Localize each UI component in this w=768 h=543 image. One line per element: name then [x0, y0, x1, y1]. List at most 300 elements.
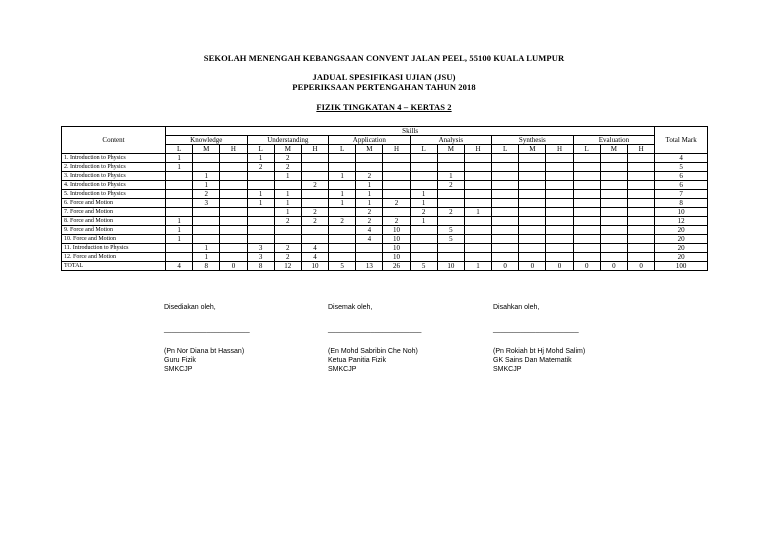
mark-cell: 2	[274, 244, 301, 253]
mark-cell	[329, 244, 356, 253]
mark-cell	[193, 208, 220, 217]
mark-cell	[247, 226, 274, 235]
mark-cell	[627, 154, 654, 163]
mark-cell: 1	[193, 244, 220, 253]
mark-cell: 5	[329, 262, 356, 271]
mark-cell	[600, 253, 627, 262]
mark-cell: 10	[437, 262, 464, 271]
table-row	[62, 253, 708, 262]
mark-cell: 4	[301, 244, 328, 253]
signature-role: Disemak oleh,	[328, 304, 373, 311]
mark-cell	[573, 244, 600, 253]
mark-cell	[356, 154, 383, 163]
level-header: H	[301, 145, 328, 154]
mark-cell	[492, 253, 519, 262]
mark-cell	[492, 154, 519, 163]
mark-cell: 0	[492, 262, 519, 271]
row-total: 20	[655, 244, 708, 253]
row-label: 2. Introduction to Physics	[62, 163, 166, 172]
mark-cell: 1	[356, 199, 383, 208]
mark-cell	[600, 154, 627, 163]
mark-cell	[247, 235, 274, 244]
table-row	[62, 217, 708, 226]
mark-cell	[519, 244, 546, 253]
row-label: 7. Force and Motion	[62, 208, 166, 217]
mark-cell	[166, 190, 193, 199]
mark-cell: 1	[356, 181, 383, 190]
row-total: 10	[655, 208, 708, 217]
mark-cell	[301, 235, 328, 244]
mark-cell	[519, 154, 546, 163]
mark-cell	[410, 154, 437, 163]
mark-cell: 1	[166, 235, 193, 244]
mark-cell: 1	[410, 199, 437, 208]
mark-cell: 1	[166, 217, 193, 226]
table-row	[62, 190, 708, 199]
level-header: M	[437, 145, 464, 154]
row-label: 12. Force and Motion	[62, 253, 166, 262]
mark-cell: 0	[573, 262, 600, 271]
content-header: Content	[62, 127, 166, 154]
table-row	[62, 226, 708, 235]
mark-cell	[546, 208, 573, 217]
mark-cell	[329, 163, 356, 172]
mark-cell	[573, 253, 600, 262]
mark-cell	[166, 172, 193, 181]
mark-cell	[546, 199, 573, 208]
row-label: 3. Introduction to Physics	[62, 172, 166, 181]
mark-cell	[519, 217, 546, 226]
mark-cell	[329, 226, 356, 235]
mark-cell: 0	[627, 262, 654, 271]
mark-cell	[519, 199, 546, 208]
mark-cell: 2	[274, 163, 301, 172]
mark-cell: 4	[301, 253, 328, 262]
row-total: 8	[655, 199, 708, 208]
mark-cell: 4	[356, 226, 383, 235]
mark-cell	[220, 199, 247, 208]
mark-cell	[627, 244, 654, 253]
mark-cell: 3	[247, 253, 274, 262]
mark-cell	[301, 154, 328, 163]
mark-cell	[573, 163, 600, 172]
signature-name: (En Mohd Sabribin Che Noh)	[328, 348, 418, 355]
mark-cell	[546, 253, 573, 262]
mark-cell: 2	[274, 154, 301, 163]
row-total: 12	[655, 217, 708, 226]
mark-cell	[519, 253, 546, 262]
mark-cell: 2	[383, 217, 410, 226]
mark-cell	[301, 226, 328, 235]
mark-cell: 1	[166, 163, 193, 172]
mark-cell: 1	[247, 199, 274, 208]
skill-header: Synthesis	[492, 136, 574, 145]
mark-cell	[573, 226, 600, 235]
mark-cell	[383, 154, 410, 163]
mark-cell	[464, 253, 491, 262]
mark-cell	[573, 208, 600, 217]
mark-cell: 1	[329, 172, 356, 181]
mark-cell: 2	[356, 217, 383, 226]
mark-cell: 1	[329, 190, 356, 199]
mark-cell	[546, 244, 573, 253]
table-row	[62, 235, 708, 244]
table-row	[62, 154, 708, 163]
mark-cell	[247, 181, 274, 190]
signature-prepared	[164, 303, 250, 374]
mark-cell: 0	[220, 262, 247, 271]
mark-cell	[301, 199, 328, 208]
row-label: 6. Force and Motion	[62, 199, 166, 208]
mark-cell	[573, 190, 600, 199]
signature-org: SMKCJP	[328, 366, 357, 373]
mark-cell	[519, 163, 546, 172]
mark-cell	[519, 172, 546, 181]
mark-cell	[437, 244, 464, 253]
signature-name: (Pn Rokiah bt Hj Mohd Salim)	[493, 348, 586, 355]
signature-approved	[493, 303, 585, 374]
skill-header: Understanding	[247, 136, 329, 145]
mark-cell	[220, 208, 247, 217]
mark-cell	[492, 235, 519, 244]
mark-cell	[383, 163, 410, 172]
row-label: TOTAL	[62, 262, 166, 271]
mark-cell	[329, 181, 356, 190]
mark-cell	[410, 244, 437, 253]
table-row	[62, 208, 708, 217]
mark-cell	[546, 181, 573, 190]
mark-cell	[437, 190, 464, 199]
mark-cell	[274, 226, 301, 235]
mark-cell: 1	[329, 199, 356, 208]
table-row	[62, 199, 708, 208]
level-header: H	[383, 145, 410, 154]
mark-cell: 5	[437, 226, 464, 235]
mark-cell	[464, 163, 491, 172]
mark-cell: 1	[166, 154, 193, 163]
level-header: M	[356, 145, 383, 154]
mark-cell: 2	[356, 208, 383, 217]
mark-cell: 0	[546, 262, 573, 271]
table-row	[62, 172, 708, 181]
mark-cell	[301, 190, 328, 199]
mark-cell	[546, 235, 573, 244]
mark-cell	[627, 235, 654, 244]
mark-cell: 3	[247, 244, 274, 253]
mark-cell: 2	[329, 217, 356, 226]
mark-cell	[220, 154, 247, 163]
mark-cell: 1	[356, 190, 383, 199]
mark-cell	[546, 226, 573, 235]
mark-cell	[600, 190, 627, 199]
mark-cell	[383, 190, 410, 199]
level-header: L	[247, 145, 274, 154]
mark-cell	[437, 199, 464, 208]
mark-cell	[600, 208, 627, 217]
signature-checked	[328, 303, 421, 374]
mark-cell	[627, 217, 654, 226]
mark-cell: 1	[247, 190, 274, 199]
mark-cell: 5	[410, 262, 437, 271]
mark-cell: 2	[356, 172, 383, 181]
mark-cell: 2	[301, 217, 328, 226]
signature-org: SMKCJP	[493, 366, 522, 373]
mark-cell	[193, 163, 220, 172]
mark-cell	[220, 244, 247, 253]
row-label: 11. Introduction to Physics	[62, 244, 166, 253]
mark-cell	[546, 172, 573, 181]
mark-cell	[220, 172, 247, 181]
mark-cell	[410, 235, 437, 244]
mark-cell	[166, 208, 193, 217]
mark-cell	[247, 208, 274, 217]
signature-line: ______________________	[493, 326, 579, 333]
mark-cell	[627, 163, 654, 172]
row-label: 9. Force and Motion	[62, 226, 166, 235]
specification-table	[61, 126, 708, 271]
mark-cell	[492, 244, 519, 253]
mark-cell	[220, 190, 247, 199]
mark-cell	[492, 181, 519, 190]
mark-cell: 10	[383, 253, 410, 262]
mark-cell	[600, 181, 627, 190]
mark-cell	[220, 163, 247, 172]
mark-cell	[464, 172, 491, 181]
mark-cell	[220, 235, 247, 244]
mark-cell: 2	[383, 199, 410, 208]
mark-cell	[166, 199, 193, 208]
row-label: 4. Introduction to Physics	[62, 181, 166, 190]
signature-position: Ketua Panitia Fizik	[328, 357, 386, 364]
level-header: H	[464, 145, 491, 154]
mark-cell: 1	[274, 208, 301, 217]
signature-position: Guru Fizik	[164, 357, 196, 364]
signature-line: ________________________	[328, 326, 422, 333]
row-label: 10. Force and Motion	[62, 235, 166, 244]
mark-cell	[166, 181, 193, 190]
mark-cell	[464, 199, 491, 208]
level-header: L	[166, 145, 193, 154]
mark-cell	[519, 208, 546, 217]
mark-cell: 8	[247, 262, 274, 271]
mark-cell: 1	[166, 226, 193, 235]
mark-cell: 8	[193, 262, 220, 271]
mark-cell	[546, 163, 573, 172]
signature-line: ______________________	[164, 326, 250, 333]
table-row	[62, 163, 708, 172]
table-row	[62, 262, 708, 271]
mark-cell	[166, 244, 193, 253]
mark-cell	[220, 226, 247, 235]
mark-cell	[492, 163, 519, 172]
mark-cell	[492, 208, 519, 217]
mark-cell	[627, 208, 654, 217]
mark-cell	[464, 217, 491, 226]
mark-cell	[492, 199, 519, 208]
level-header: L	[329, 145, 356, 154]
mark-cell	[301, 172, 328, 181]
mark-cell	[274, 181, 301, 190]
row-total: 7	[655, 190, 708, 199]
exam-title: PEPERIKSAAN PERTENGAHAN TAHUN 2018	[292, 82, 476, 92]
skill-header: Knowledge	[166, 136, 248, 145]
mark-cell	[464, 244, 491, 253]
mark-cell	[492, 172, 519, 181]
level-header: H	[546, 145, 573, 154]
mark-cell	[166, 253, 193, 262]
skill-header: Application	[329, 136, 411, 145]
subject-title: FIZIK TINGKATAN 4 – KERTAS 2	[316, 102, 452, 112]
signature-position: GK Sains Dan Matematik	[493, 357, 572, 364]
mark-cell	[464, 235, 491, 244]
mark-cell	[464, 154, 491, 163]
mark-cell	[193, 226, 220, 235]
mark-cell	[627, 253, 654, 262]
mark-cell: 2	[437, 181, 464, 190]
mark-cell: 10	[383, 244, 410, 253]
mark-cell: 13	[356, 262, 383, 271]
school-name: SEKOLAH MENENGAH KEBANGSAAN CONVENT JALAN PEEL, 55100 KUALA LUMPUR	[203, 53, 565, 63]
mark-cell	[546, 190, 573, 199]
mark-cell	[546, 154, 573, 163]
row-total: 6	[655, 181, 708, 190]
mark-cell: 10	[301, 262, 328, 271]
level-header: H	[220, 145, 247, 154]
mark-cell	[519, 235, 546, 244]
mark-cell	[600, 217, 627, 226]
mark-cell: 1	[410, 190, 437, 199]
mark-cell	[519, 190, 546, 199]
level-header: L	[492, 145, 519, 154]
signature-org: SMKCJP	[164, 366, 193, 373]
row-total: 20	[655, 235, 708, 244]
mark-cell	[464, 190, 491, 199]
level-header: M	[600, 145, 627, 154]
row-total: 100	[655, 262, 708, 271]
mark-cell: 1	[274, 199, 301, 208]
level-header: M	[274, 145, 301, 154]
mark-cell	[600, 199, 627, 208]
mark-cell	[193, 217, 220, 226]
mark-cell	[356, 244, 383, 253]
mark-cell	[627, 190, 654, 199]
row-label: 8. Force and Motion	[62, 217, 166, 226]
mark-cell	[573, 217, 600, 226]
mark-cell	[627, 172, 654, 181]
signature-role: Disediakan oleh,	[164, 304, 216, 311]
mark-cell: 1	[464, 208, 491, 217]
mark-cell	[329, 154, 356, 163]
mark-cell	[220, 253, 247, 262]
row-total: 5	[655, 163, 708, 172]
mark-cell	[437, 217, 464, 226]
mark-cell: 0	[600, 262, 627, 271]
mark-cell	[220, 181, 247, 190]
mark-cell	[600, 226, 627, 235]
mark-cell	[274, 235, 301, 244]
mark-cell	[519, 181, 546, 190]
mark-cell: 1	[193, 181, 220, 190]
mark-cell	[329, 235, 356, 244]
skill-header: Evaluation	[573, 136, 655, 145]
mark-cell: 26	[383, 262, 410, 271]
skill-header: Analysis	[410, 136, 492, 145]
mark-cell	[410, 181, 437, 190]
level-header: M	[519, 145, 546, 154]
mark-cell: 2	[301, 208, 328, 217]
mark-cell: 4	[166, 262, 193, 271]
mark-cell: 2	[274, 253, 301, 262]
mark-cell	[383, 208, 410, 217]
mark-cell: 5	[437, 235, 464, 244]
mark-cell	[600, 163, 627, 172]
mark-cell	[573, 199, 600, 208]
signature-role: Disahkan oleh,	[493, 304, 540, 311]
level-header: L	[410, 145, 437, 154]
mark-cell	[627, 199, 654, 208]
mark-cell: 2	[247, 163, 274, 172]
mark-cell: 1	[193, 172, 220, 181]
mark-cell	[247, 217, 274, 226]
row-total: 20	[655, 226, 708, 235]
document-title: JADUAL SPESIFIKASI UJIAN (JSU)	[312, 72, 456, 82]
mark-cell: 1	[437, 172, 464, 181]
mark-cell	[464, 181, 491, 190]
table-row	[62, 181, 708, 190]
level-header: H	[627, 145, 654, 154]
mark-cell: 1	[410, 217, 437, 226]
row-label: 1. Introduction to Physics	[62, 154, 166, 163]
mark-cell	[573, 172, 600, 181]
mark-cell	[410, 226, 437, 235]
mark-cell	[437, 154, 464, 163]
mark-cell: 1	[464, 262, 491, 271]
mark-cell	[627, 181, 654, 190]
mark-cell	[329, 208, 356, 217]
mark-cell	[410, 172, 437, 181]
mark-cell: 10	[383, 235, 410, 244]
mark-cell: 12	[274, 262, 301, 271]
mark-cell: 1	[247, 154, 274, 163]
mark-cell	[627, 226, 654, 235]
mark-cell: 2	[274, 217, 301, 226]
mark-cell: 1	[274, 172, 301, 181]
mark-cell	[492, 217, 519, 226]
mark-cell	[410, 163, 437, 172]
mark-cell	[492, 190, 519, 199]
mark-cell	[600, 244, 627, 253]
mark-cell: 2	[193, 190, 220, 199]
signature-name: (Pn Nor Diana bt Hassan)	[164, 348, 245, 355]
mark-cell	[329, 253, 356, 262]
mark-cell: 2	[301, 181, 328, 190]
mark-cell	[546, 217, 573, 226]
mark-cell	[573, 181, 600, 190]
mark-cell: 1	[274, 190, 301, 199]
mark-cell	[247, 172, 274, 181]
level-header: M	[193, 145, 220, 154]
mark-cell	[600, 172, 627, 181]
mark-cell: 4	[356, 235, 383, 244]
mark-cell	[193, 235, 220, 244]
mark-cell	[600, 235, 627, 244]
mark-cell: 1	[193, 253, 220, 262]
mark-cell	[437, 253, 464, 262]
mark-cell: 3	[193, 199, 220, 208]
mark-cell	[410, 253, 437, 262]
mark-cell	[383, 172, 410, 181]
mark-cell	[464, 226, 491, 235]
